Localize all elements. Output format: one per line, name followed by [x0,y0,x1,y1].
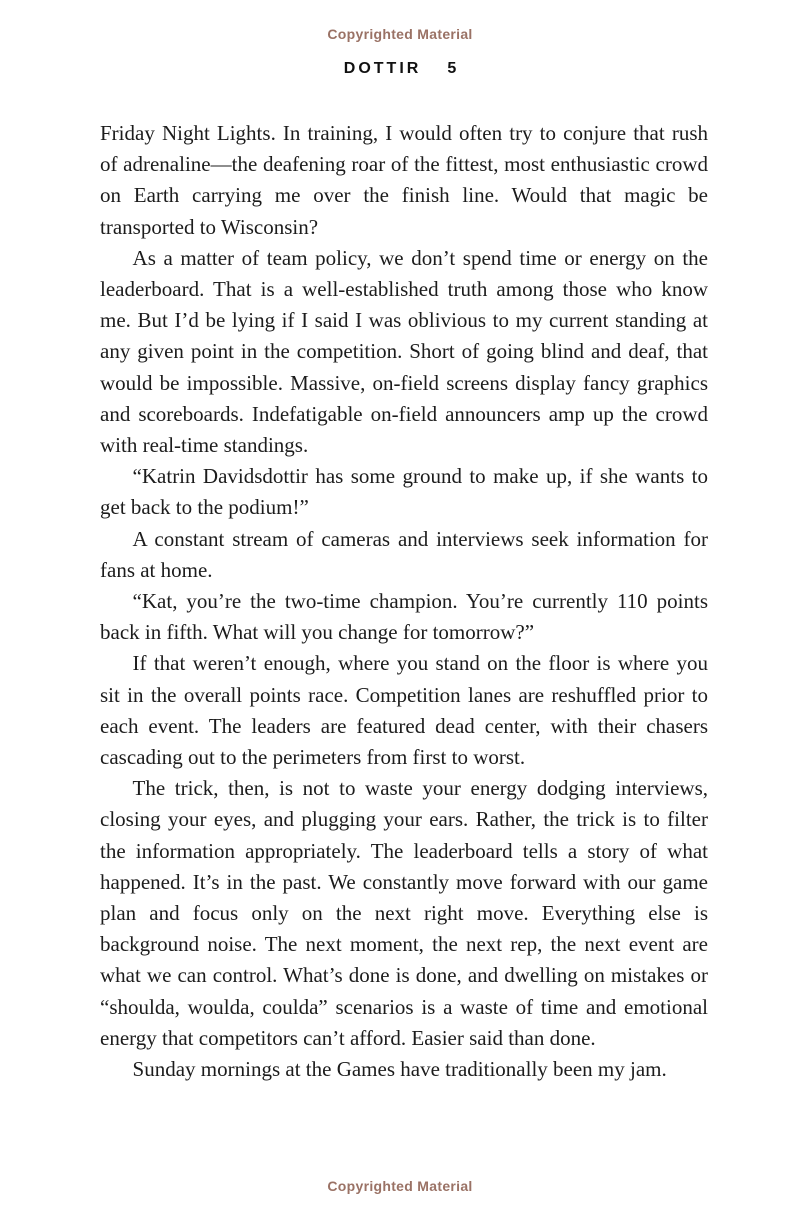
paragraph-dialogue: “Katrin Davidsdottir has some ground to make up, if she wants to get back to the podium!” [100,464,708,520]
page-number: 5 [447,60,457,77]
paragraph: As a matter of team policy, we don’t spend time or energy on the leaderboard. That is a well-established truth among those who know me. But I’d be lying if I said I was oblivious to my current standing at any given point in the competition. Short of going blind and deaf, that would be impossible. Massive, on-field screens display fancy graphics and scoreboards. Indefatigable on-field announcers amp up the crowd with real-time standings. [100,245,708,458]
paragraph: Friday Night Lights. In training, I would often try to conjure that rush of adrenaline—the deafening roar of the fittest, most enthusiastic crowd on Earth carrying me over the finish line. Would that magic be transported to Wisconsin? [100,121,708,239]
running-head [0,60,800,78]
copyright-notice-bottom: Copyrighted Material [327,1178,473,1194]
copyright-notice-top: Copyrighted Material [327,26,473,42]
paragraph: Sunday mornings at the Games have traditionally been my jam. [132,1057,667,1082]
paragraph: The trick, then, is not to waste your energy dodging interviews, closing your eyes, and plugging your ears. Rather, the trick is to filter the information appropriately. The leaderboard tells a story of what happened. It’s in the past. We constantly move forward with our game plan and focus only on the next right move. Everything else is background noise. The next moment, the next rep, the next event are what we can control. What’s done is done, and dwelling on mistakes or “shoulda, woulda, coulda” scenarios is a waste of time and emotional energy that competitors can’t afford. Easier said than done. [100,776,708,1050]
paragraph: A constant stream of cameras and interviews seek information for fans at home. [100,526,708,582]
book-title: DOTTIR [343,60,422,77]
paragraph: If that weren’t enough, where you stand on the floor is where you sit in the overall points race. Competition lanes are reshuffled prior to each event. The leaders are featured dead center, with their chasers cascading out to the perimeters from first to worst. [100,651,708,770]
body-text [0,118,800,1085]
paragraph-dialogue: “Kat, you’re the two-time champion. You’re currently 110 points back in fifth. What will you change for tomorrow?” [100,589,708,645]
